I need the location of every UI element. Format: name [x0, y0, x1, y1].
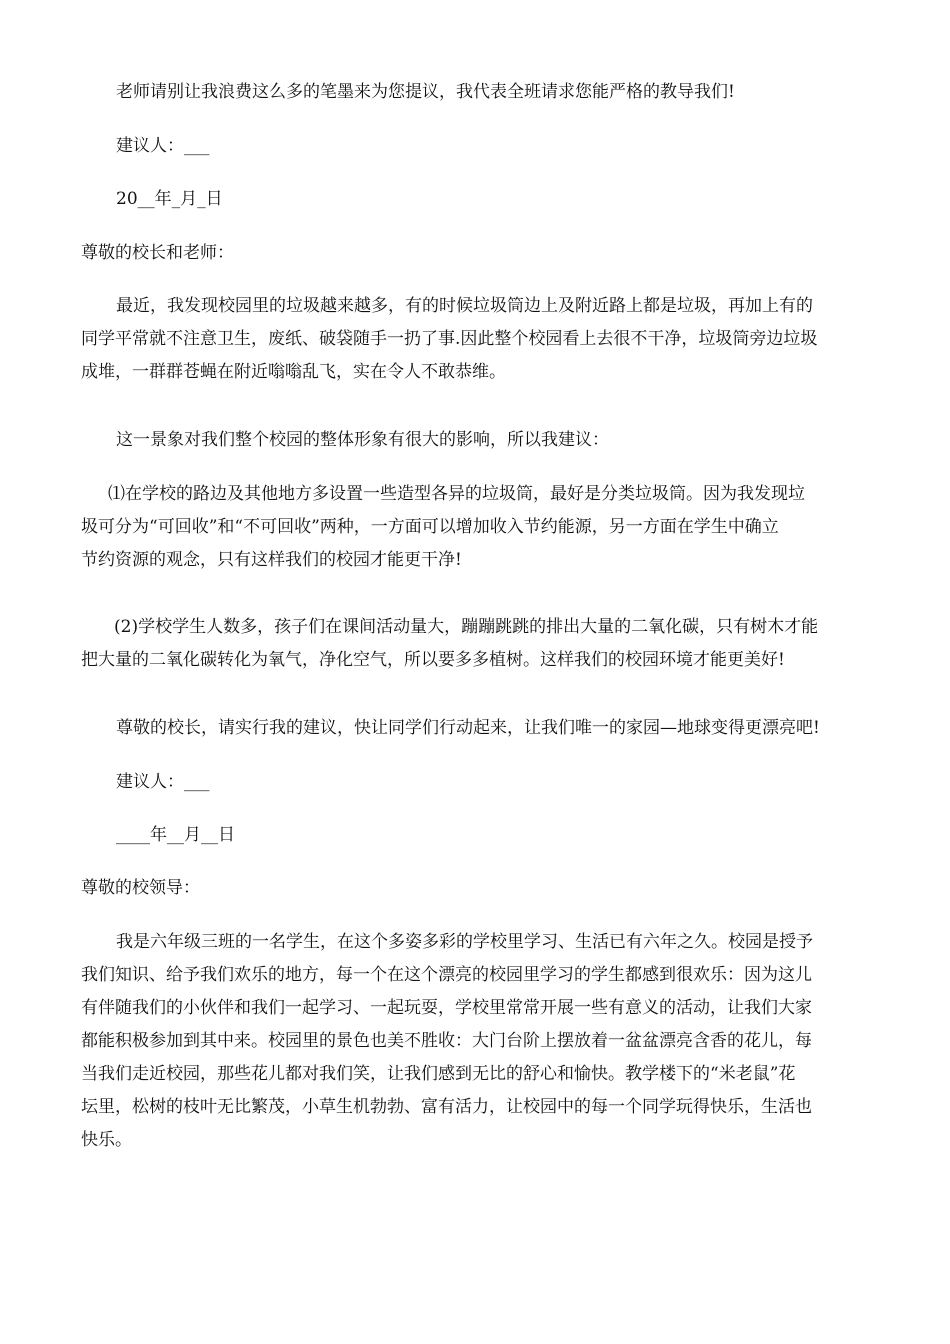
closing-request-paragraph	[81, 76, 871, 109]
date-line-2	[81, 819, 871, 852]
text-line: 我们知识、给予我们欢乐的地方，每一个在这个漂亮的校园里学习的学生都感到很欢乐：因为这儿	[81, 965, 812, 985]
text-line: 尊敬的校长和老师：	[81, 243, 234, 263]
closing-appeal	[81, 712, 871, 745]
text-line: 20__年_月_日	[116, 189, 223, 209]
suggestion-2-paragraph	[81, 611, 871, 677]
text-line: 建议人：___	[116, 136, 210, 156]
text-line: 尊敬的校领导：	[81, 878, 200, 898]
text-line: (2)学校学生人数多，孩子们在课间活动量大，蹦蹦跳跳的排出大量的二氧化碳，只有树木才能	[114, 617, 819, 637]
salutation-3	[81, 872, 871, 905]
garbage-problem-paragraph	[81, 290, 871, 389]
date-line-1	[81, 183, 871, 216]
text-line: 这一景象对我们整个校园的整体形象有很大的影响，所以我建议：	[116, 430, 609, 450]
text-line: 建议人：___	[116, 772, 210, 792]
text-line: 有伴随我们的小伙伴和我们一起学习、一起玩耍，学校里常常开展一些有意义的活动，让我们大家	[81, 998, 812, 1018]
suggestion-intro	[81, 424, 871, 457]
text-line: 把大量的二氧化碳转化为氧气，净化空气，所以要多多植树。这样我们的校园环境才能更美好!	[81, 650, 785, 670]
proposer-line-1	[81, 130, 871, 163]
text-line: 圾可分为“可回收”和“不可回收”两种，一方面可以增加收入节约能源，另一方面在学生中确立	[81, 517, 779, 537]
text-line: ⑴在学校的路边及其他地方多设置一些造型各异的垃圾筒，最好是分类垃圾筒。因为我发现垃	[108, 484, 805, 504]
text-line: 尊敬的校长，请实行我的建议，快让同学们行动起来，让我们唯一的家园—地球变得更漂亮吧!	[116, 718, 820, 738]
text-line: 快乐。	[81, 1130, 132, 1150]
text-line: 最近，我发现校园里的垃圾越来越多，有的时候垃圾筒边上及附近路上都是垃圾，再加上有的	[116, 296, 813, 316]
salutation-2	[81, 237, 871, 270]
campus-description-paragraph	[81, 926, 871, 1157]
text-line: 节约资源的观念，只有这样我们的校园才能更干净!	[81, 550, 462, 570]
proposer-line-2	[81, 766, 871, 799]
text-line: 成堆，一群群苍蝇在附近嗡嗡乱飞，实在令人不敢恭维。	[81, 362, 506, 382]
text-line: 都能积极参加到其中来。校园里的景色也美不胜收：大门台阶上摆放着一盆盆漂亮含香的花儿，每	[81, 1031, 812, 1051]
text-line: 老师请别让我浪费这么多的笔墨来为您提议，我代表全班请求您能严格的教导我们!	[116, 82, 735, 102]
text-line: 坛里，松树的枝叶无比繁茂，小草生机勃勃、富有活力，让校园中的每一个同学玩得快乐，生活也	[81, 1097, 812, 1117]
text-line: 我是六年级三班的一名学生，在这个多姿多彩的学校里学习、生活已有六年之久。校园是授予	[116, 932, 813, 952]
suggestion-1-paragraph	[81, 478, 871, 577]
text-line: 当我们走近校园，那些花儿都对我们笑，让我们感到无比的舒心和愉快。教学楼下的“米老鼠”花	[81, 1064, 796, 1084]
text-line: 同学平常就不注意卫生，废纸、破袋随手一扔了事.因此整个校园看上去很不干净，垃圾筒旁边垃圾	[81, 329, 818, 349]
text-line: ____年__月__日	[116, 825, 235, 845]
